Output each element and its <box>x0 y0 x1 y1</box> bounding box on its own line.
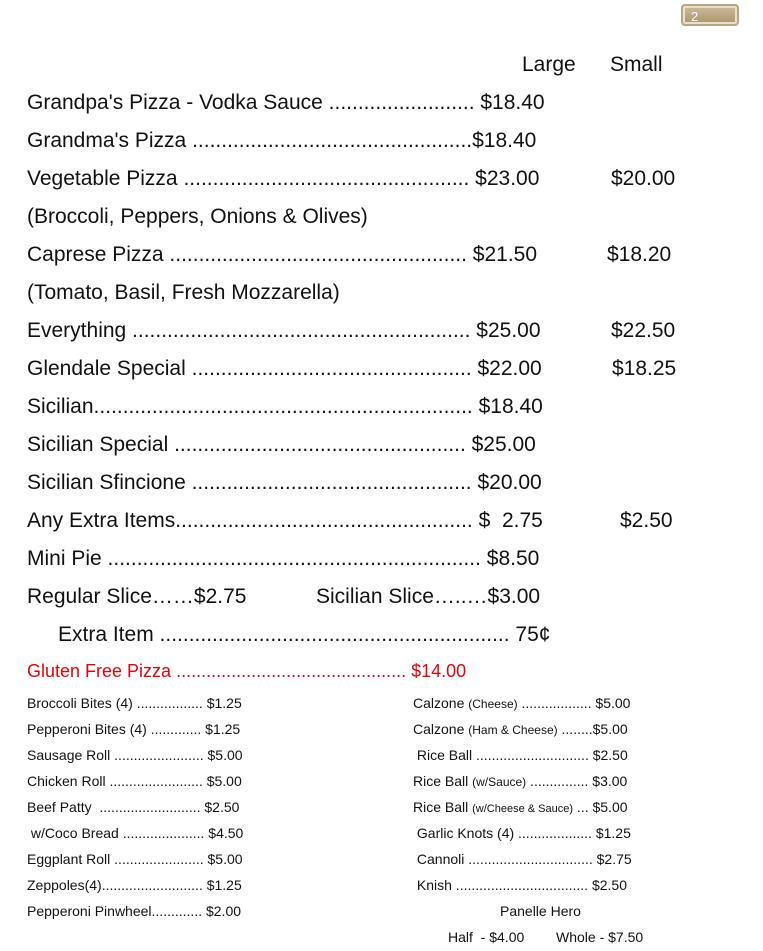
menu-item-sicilian: Sicilian................................................................. $18.40 <box>27 395 543 418</box>
menu-item-sausage-roll: Sausage Roll ....................... $5.00 <box>27 747 243 763</box>
menu-item-sicilian-sfincione: Sicilian Sfincione ................................................ $20.00 <box>27 471 542 494</box>
menu-item-sicilian-slice: Sicilian Slice…..…$3.00 <box>316 585 541 608</box>
small-price-everything: $22.50 <box>611 319 676 342</box>
menu-item-description: (Broccoli, Peppers, Onions & Olives) <box>27 205 368 228</box>
menu-item-grandmas-pizza: Grandma's Pizza ................................................$18.40 <box>27 129 537 152</box>
small-price-glendale-special: $18.25 <box>612 357 677 380</box>
page-number-badge: 2 <box>681 4 739 26</box>
menu-item-regular-slice: Regular Slice……$2.75 <box>27 585 247 608</box>
menu-item-grandpas-pizza: Grandpa's Pizza - Vodka Sauce ......................... $18.40 <box>27 91 545 114</box>
menu-item-beef-patty: Beef Patty .......................... $2.50 <box>27 799 240 815</box>
menu-item-any-extra-items: Any Extra Items................................................... $ 2.75 <box>27 509 543 532</box>
menu-item-rice-ball-cheese-sauce: Rice Ball (w/Cheese & Sauce) ... $5.00 <box>413 799 628 815</box>
small-price-caprese-pizza: $18.20 <box>607 243 672 266</box>
menu-item-rice-ball-sauce: Rice Ball (w/Sauce) ............... $3.00 <box>413 773 628 789</box>
column-header-large: Large <box>522 53 576 76</box>
menu-item-extra-item: Extra Item ............................................................ 75¢ <box>58 623 551 646</box>
menu-item-mini-pie: Mini Pie ................................................................ $8.50 <box>27 547 540 570</box>
menu-item-knish: Knish .................................. $2.50 <box>413 877 627 893</box>
menu-item-rice-ball: Rice Ball ............................. $2.50 <box>413 747 628 763</box>
menu-item-pepperoni-pinwheel: Pepperoni Pinwheel............. $2.00 <box>27 903 242 919</box>
menu-item-cannoli: Cannoli ................................ $2.75 <box>413 851 632 867</box>
menu-item-sicilian-special: Sicilian Special .................................................. $25.00 <box>27 433 536 456</box>
column-header-small: Small <box>610 53 663 76</box>
menu-item-coco-bread: w/Coco Bread ..................... $4.50 <box>27 825 244 841</box>
menu-item-glendale-special: Glendale Special ................................................ $22.00 <box>27 357 542 380</box>
menu-item-calzone-ham-cheese: Calzone (Ham & Cheese) ........$5.00 <box>413 721 628 737</box>
menu-item-description: (Tomato, Basil, Fresh Mozzarella) <box>27 281 340 304</box>
menu-item-broccoli-bites: Broccoli Bites (4) ................. $1.25 <box>27 695 242 711</box>
menu-item-eggplant-roll: Eggplant Roll ....................... $5.00 <box>27 851 243 867</box>
small-price-vegetable-pizza: $20.00 <box>611 167 676 190</box>
menu-item-vegetable-pizza: Vegetable Pizza ................................................. $23.00 <box>27 167 540 190</box>
panelle-half-price: Half - $4.00 <box>448 929 525 945</box>
menu-item-chicken-roll: Chicken Roll ........................ $5.00 <box>27 773 242 789</box>
panelle-whole-price: Whole - $7.50 <box>556 929 644 945</box>
menu-item-calzone-cheese: Calzone (Cheese) .................. $5.00 <box>413 695 631 711</box>
menu-item-everything: Everything .......................................................... $25.00 <box>27 319 541 342</box>
small-price-any-extra-items: $2.50 <box>620 509 673 532</box>
menu-item-pepperoni-bites: Pepperoni Bites (4) ............. $1.25 <box>27 721 241 737</box>
menu-item-zeppoles: Zeppoles(4).......................... $1.25 <box>27 877 242 893</box>
menu-item-garlic-knots: Garlic Knots (4) ................... $1.25 <box>413 825 631 841</box>
menu-item-caprese-pizza: Caprese Pizza ................................................... $21.50 <box>27 243 538 266</box>
menu-item-panelle-hero: Panelle Hero <box>500 903 581 919</box>
menu-item-gluten-free-pizza: Gluten Free Pizza .............................................. $14.00 <box>27 661 467 681</box>
